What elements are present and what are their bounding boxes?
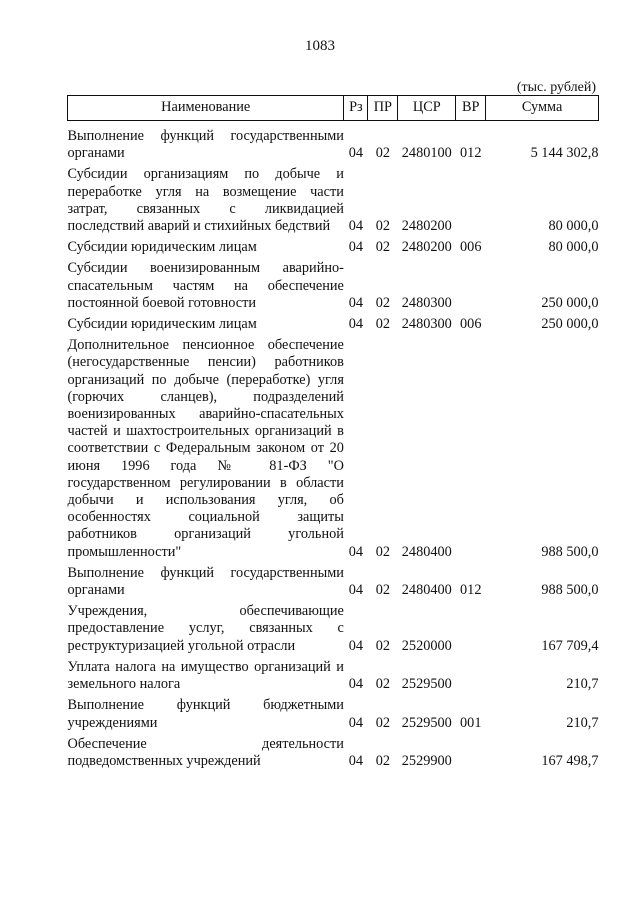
row-vr [456, 256, 486, 312]
row-pr: 02 [375, 714, 390, 731]
page-number: 1083 [305, 38, 335, 54]
row-pr: 02 [375, 218, 390, 235]
row-sum: 5 144 302,8 [530, 145, 599, 162]
row-vr: 012 [460, 145, 482, 162]
row-sum: 167 498,7 [541, 752, 599, 769]
row-name: Субсидии военизированным аварийно-спасательным частям на обеспечение постоянной боевой готовности [67, 260, 344, 311]
table-row [68, 121, 599, 163]
row-vr [456, 333, 486, 561]
header-csr: ЦСР [398, 96, 456, 121]
row-name: Обеспечение деятельности подведомственных учреждений [67, 735, 344, 769]
table-row [68, 655, 599, 693]
row-csr: 2480100 [401, 145, 452, 162]
row-rz: 04 [348, 637, 364, 654]
row-pr: 02 [375, 582, 390, 599]
row-sum: 80 000,0 [548, 218, 599, 235]
header-pr: ПР [368, 96, 398, 121]
row-csr: 2480400 [401, 582, 452, 599]
table-row [68, 561, 599, 599]
row-vr [456, 732, 486, 770]
header-name: Наименование [68, 96, 344, 121]
units-note: (тыс. рублей) [516, 80, 596, 95]
row-name: Выполнение функций государственными органами [67, 128, 344, 162]
table-body [68, 121, 599, 771]
row-csr: 2480200 [401, 239, 452, 256]
row-name: Выполнение функций бюджетными учреждениями [67, 697, 344, 731]
row-csr: 2529500 [401, 714, 452, 731]
row-sum: 250 000,0 [541, 316, 599, 333]
row-name: Выполнение функций государственными органами [67, 564, 344, 599]
row-rz: 04 [348, 752, 364, 769]
row-rz: 04 [348, 145, 364, 162]
header-vr: ВР [456, 96, 486, 121]
table-row [68, 599, 599, 655]
row-sum: 988 500,0 [541, 543, 599, 560]
row-rz: 04 [348, 714, 364, 731]
row-pr: 02 [375, 145, 390, 162]
row-name: Субсидии юридическим лицам [67, 239, 257, 256]
row-name: Субсидии юридическим лицам [67, 316, 257, 333]
row-pr: 02 [375, 676, 390, 693]
row-pr: 02 [375, 294, 390, 311]
table-row [68, 693, 599, 731]
header-rz: Рз [344, 96, 368, 121]
row-rz: 04 [348, 239, 364, 256]
table-row [68, 732, 599, 770]
row-name: Субсидии организациям по добыче и переработке угля на возмещение части затрат, связанных с ликвидацией последствий аварий и стихийных бедствий [67, 166, 344, 235]
row-csr: 2529500 [401, 676, 452, 693]
row-vr [456, 162, 486, 235]
table-row [68, 333, 599, 561]
row-rz: 04 [348, 218, 364, 235]
row-vr [456, 599, 486, 655]
row-name: Учреждения, обеспечивающие предоставление услуг, связанных с реструктуризацией угольной отрасли [67, 603, 344, 654]
table-row [68, 256, 599, 312]
row-csr: 2480300 [401, 294, 452, 311]
row-sum: 250 000,0 [541, 294, 599, 311]
row-csr: 2529900 [401, 752, 452, 769]
table-row [68, 162, 599, 235]
row-rz: 04 [348, 316, 364, 333]
table-row [68, 312, 599, 333]
row-rz: 04 [348, 582, 364, 599]
table-header [68, 96, 599, 121]
row-rz: 04 [348, 294, 364, 311]
row-pr: 02 [375, 239, 390, 256]
row-rz: 04 [348, 543, 364, 560]
row-sum: 210,7 [566, 676, 599, 693]
header-sum: Сумма [486, 96, 599, 121]
row-sum: 167 709,4 [541, 637, 599, 654]
row-csr: 2520000 [401, 637, 452, 654]
row-csr: 2480400 [401, 543, 452, 560]
budget-table [67, 95, 599, 770]
row-vr: 012 [460, 582, 482, 599]
header-row [68, 96, 599, 121]
row-csr: 2480200 [401, 218, 452, 235]
row-sum: 988 500,0 [541, 582, 599, 599]
row-sum: 80 000,0 [548, 239, 599, 256]
row-rz: 04 [348, 676, 364, 693]
table-row [68, 235, 599, 256]
row-pr: 02 [375, 637, 390, 654]
row-vr: 006 [460, 239, 482, 256]
row-name: Уплата налога на имущество организаций и земельного налога [67, 658, 344, 693]
row-csr: 2480300 [401, 316, 452, 333]
row-pr: 02 [375, 316, 390, 333]
row-vr: 006 [460, 316, 482, 333]
row-vr [456, 655, 486, 693]
row-pr: 02 [375, 543, 390, 560]
row-sum: 210,7 [566, 714, 599, 731]
row-pr: 02 [375, 752, 390, 769]
row-name: Дополнительное пенсионное обеспечение (негосударственные пенсии) работников организаций по добыче (переработке) угля (горючих сланцев), подразделений военизированных аварийно-спасательных частей и шахтостроительных организаций в соответствии с Федеральным законом от 20 июня 1996 года № 81-ФЗ "О государственном регулировании в области добычи и использования угля, об особенностях социальной защиты работников организаций угольной промышленности" [67, 337, 344, 560]
row-vr: 001 [460, 714, 482, 731]
